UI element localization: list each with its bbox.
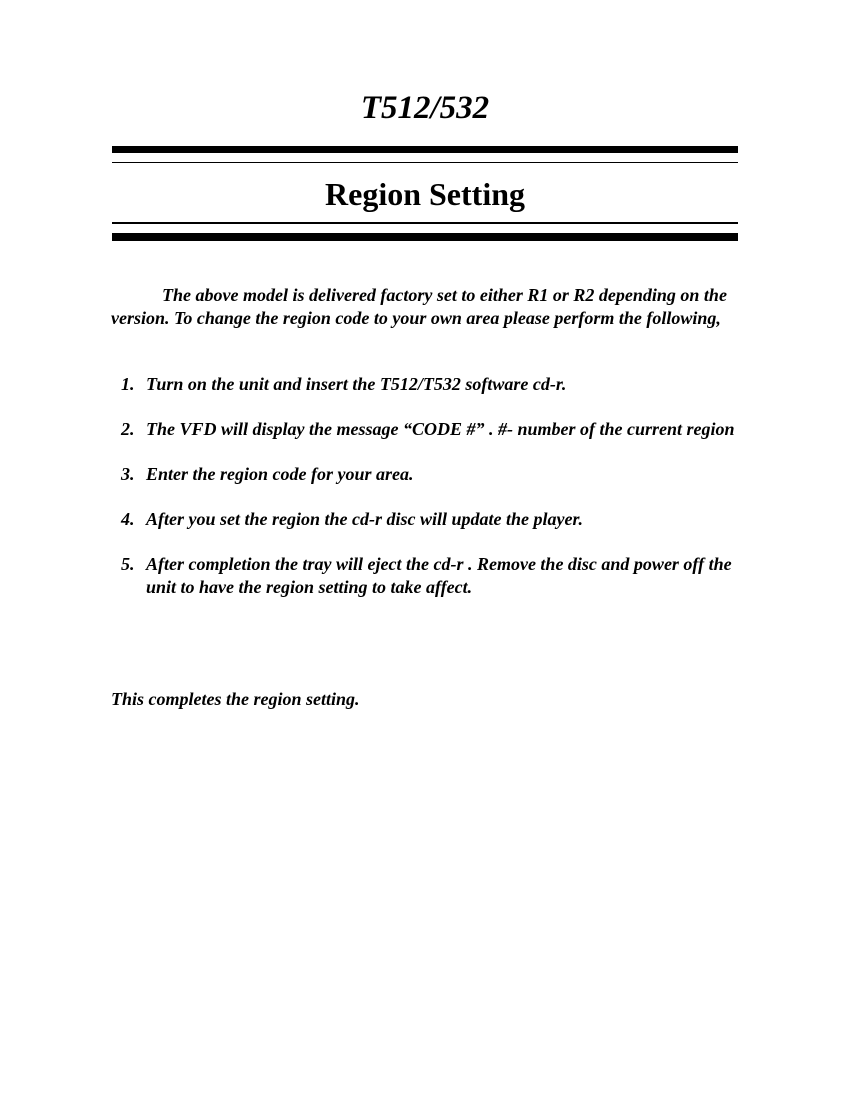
header-rule-thick-bottom [112, 233, 738, 241]
step-item [111, 418, 736, 441]
step-number: 4. [121, 509, 135, 529]
step-number: 2. [121, 419, 135, 439]
step-text: The VFD will display the message “CODE #” . #- number of the current region [146, 419, 735, 439]
step-text: After completion the tray will eject the cd-r . Remove the disc and power off the unit to have the region setting to take affect. [146, 554, 732, 597]
step-number: 1. [121, 374, 135, 394]
model-title: T512/532 [360, 90, 490, 126]
section-title: Region Setting [325, 176, 525, 212]
closing-statement: This completes the region setting. [111, 689, 360, 709]
header-rule-thick-top [112, 146, 738, 153]
steps-list [111, 373, 736, 621]
step-number: 3. [121, 464, 135, 484]
step-text: Turn on the unit and insert the T512/T532 software cd-r. [146, 374, 567, 394]
step-text: Enter the region code for your area. [146, 464, 414, 484]
header-rule-thin-top [112, 162, 738, 163]
header-rule-thin-bottom [112, 222, 738, 224]
intro-paragraph: The above model is delivered factory set to either R1 or R2 depending on the version. To change the region code to your own area please perform the following, [111, 285, 727, 328]
step-item [111, 508, 736, 531]
step-item [111, 373, 736, 396]
step-number: 5. [121, 554, 135, 574]
step-item [111, 553, 736, 598]
step-text: After you set the region the cd-r disc will update the player. [146, 509, 583, 529]
step-item [111, 463, 736, 486]
